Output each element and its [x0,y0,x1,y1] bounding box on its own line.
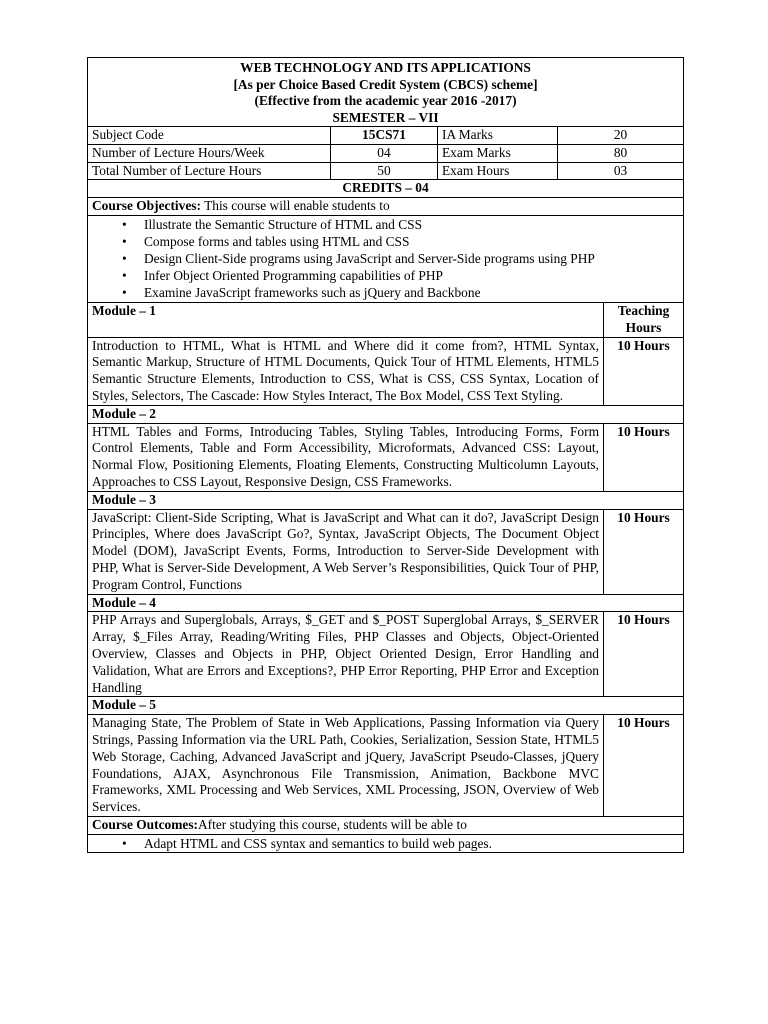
module-title: Module – 5 [88,697,684,715]
objective-text: Compose forms and tables using HTML and CSS [144,233,410,249]
bullet-icon: • [122,250,127,266]
list-item [122,216,679,233]
syllabus-header-row [88,58,684,127]
teaching-hours-header: Teaching Hours [604,302,684,337]
info-row-subject-code [88,127,684,145]
module-content-row [88,509,684,594]
ia-marks-label: IA Marks [438,127,558,145]
bullet-icon: • [122,835,127,851]
objectives-intro: This course will enable students to [200,198,390,214]
objective-text: Infer Object Oriented Programming capabilities of PHP [144,267,443,283]
module-content: JavaScript: Client-Side Scripting, What is JavaScript and What can it do?, JavaScript Design Principles, Where does JavaScript Go?, Syntax, JavaScript Objects, The Document Object Model (DOM), JavaScript Events, Forms, Introduction to Server-Side Development with PHP, What is Server-Side Development, A Web Server’s Responsibilities, Quick Tour of PHP, Program Control, Functions [88,509,604,594]
outcomes-list-cell [88,834,684,852]
module-content: Managing State, The Problem of State in Web Applications, Passing Information via Query Strings, Passing Information via the URL Path, Cookies, Serialization, Session State, HTML5 Web Storage, Caching, Advanced JavaScript and jQuery, JavaScript Pseudo-Classes, jQuery Foundations, AJAX, Asynchronous File Transmission, Animation, Backbone MVC Frameworks, XML Processing and Web Services, XML Processing, JSON, Overview of Web Services. [88,715,604,817]
cbcs-scheme: [As per Choice Based Credit System (CBCS) scheme] [233,76,538,92]
module-content-row [88,337,684,405]
bullet-icon: • [122,267,127,283]
module-content-row [88,423,684,491]
module-hours: 10 Hours [604,423,684,491]
syllabus-header [88,58,684,127]
info-row-lecture-hours-week [88,144,684,162]
list-item [122,233,679,250]
module-hours: 10 Hours [604,337,684,405]
total-lecture-hours-label: Total Number of Lecture Hours [88,162,331,180]
module-content-row [88,715,684,817]
outcomes-list [92,835,679,852]
list-item [122,267,679,284]
module-title: Module – 4 [88,594,684,612]
objective-text: Examine JavaScript frameworks such as jQuery and Backbone [144,284,481,300]
exam-marks-label: Exam Marks [438,144,558,162]
module-title-row [88,697,684,715]
module-content: PHP Arrays and Superglobals, Arrays, $_GET and $_POST Superglobal Arrays, $_SERVER Array, $_Files Array, Reading/Writing Files, PHP Classes and Objects, Object-Oriented Overview, Classes and Objects in PHP, Object Oriented Design, Error Handling and Validation, What are Errors and Exceptions?, PHP Error Reporting, PHP Error and Exception Handling [88,612,604,697]
semester: SEMESTER – VII [332,109,439,125]
credits-row [88,180,684,198]
list-item [122,284,679,301]
exam-hours-value: 03 [558,162,684,180]
module-title-row [88,594,684,612]
course-title: WEB TECHNOLOGY AND ITS APPLICATIONS [240,60,531,75]
module-title-row [88,405,684,423]
module-content: HTML Tables and Forms, Introducing Tables, Styling Tables, Introducing Forms, Form Control Elements, Table and Form Accessibility, Microformats, Advanced CSS: Layout, Normal Flow, Positioning Elements, Floating Elements, Constructing Multicolumn Layouts, Approaches to CSS Layout, Responsive Design, CSS Frameworks. [88,423,604,491]
effective-year: (Effective from the academic year 2016 -2017) [254,93,517,108]
module-title-row [88,491,684,509]
module-title-row [88,302,684,337]
credits: CREDITS – 04 [88,180,684,198]
list-item [122,835,679,852]
objectives-list-cell [88,215,684,302]
module-content: Introduction to HTML, What is HTML and Where did it come from?, HTML Syntax, Semantic Markup, Structure of HTML Documents, Quick Tour of HTML Elements, HTML5 Semantic Structure Elements, Introduction to CSS, What is CSS, CSS Syntax, Location of Styles, Selectors, The Cascade: How Styles Interact, The Box Model, CSS Text Styling. [88,337,604,405]
module-title: Module – 3 [88,491,684,509]
objectives-heading [88,198,684,216]
outcomes-label: Course Outcomes: [92,816,198,832]
module-title: Module – 1 [88,302,604,337]
ia-marks-value: 20 [558,127,684,145]
list-item [122,250,679,267]
objectives-list-row [88,215,684,302]
module-hours: 10 Hours [604,612,684,697]
objectives-label: Course Objectives: [92,198,201,214]
objectives-list [92,216,679,301]
exam-marks-value: 80 [558,144,684,162]
lecture-hours-week-label: Number of Lecture Hours/Week [88,144,331,162]
exam-hours-label: Exam Hours [438,162,558,180]
objectives-label-row [88,198,684,216]
total-lecture-hours-value: 50 [331,162,438,180]
bullet-icon: • [122,233,127,249]
outcome-text: Adapt HTML and CSS syntax and semantics to build web pages. [144,835,492,851]
module-title: Module – 2 [88,405,684,423]
subject-code-value: 15CS71 [331,127,438,145]
outcomes-label-row [88,816,684,834]
syllabus-table [87,57,684,853]
subject-code-label: Subject Code [88,127,331,145]
objective-text: Illustrate the Semantic Structure of HTML and CSS [144,216,423,232]
module-hours: 10 Hours [604,715,684,817]
outcomes-intro: After studying this course, students will be able to [198,816,467,832]
bullet-icon: • [122,284,127,300]
lecture-hours-week-value: 04 [331,144,438,162]
module-content-row [88,612,684,697]
objective-text: Design Client-Side programs using JavaScript and Server-Side programs using PHP [144,250,595,266]
outcomes-list-row [88,834,684,852]
outcomes-heading [88,816,684,834]
info-row-total-lecture-hours [88,162,684,180]
module-hours: 10 Hours [604,509,684,594]
bullet-icon: • [122,216,127,232]
